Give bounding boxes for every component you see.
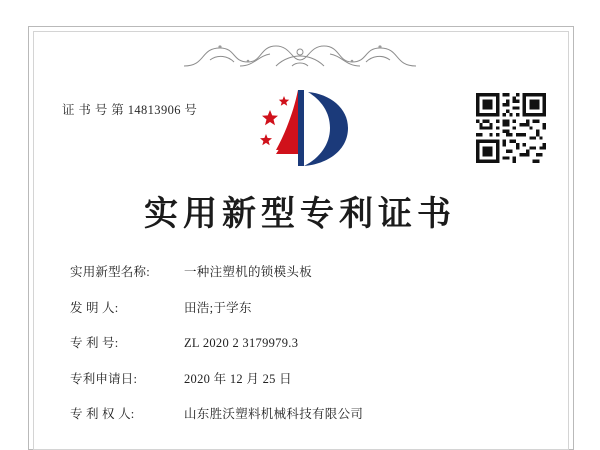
field-label-inventor: 发 明 人: — [70, 300, 119, 315]
field-value-patent-number: ZL 2020 2 3179979.3 — [184, 336, 299, 350]
field-label-patent-number: 专 利 号: — [70, 336, 119, 350]
field-label-patentee: 专 利 权 人: — [70, 407, 135, 421]
field-inventor — [70, 298, 540, 316]
cnipa-logo-icon — [258, 88, 354, 168]
ornament-flourish-icon — [180, 36, 420, 70]
field-patentee — [70, 404, 540, 422]
field-label-application-date: 专利申请日: — [70, 371, 138, 386]
page-title: 实用新型专利证书 — [144, 196, 456, 233]
field-value-utility-model-name: 一种注塑机的锁模头板 — [184, 265, 313, 279]
field-value-application-date: 2020 年 12 月 25 日 — [184, 371, 292, 386]
field-patent-number — [70, 333, 540, 351]
qr-code-icon — [476, 93, 546, 163]
field-value-patentee: 山东胜沃塑料机械科技有限公司 — [184, 407, 364, 421]
field-utility-model-name — [70, 262, 540, 280]
certificate-number: 证 书 号 第 14813906 号 — [62, 103, 198, 117]
field-value-inventor: 田浩;于学东 — [184, 300, 252, 315]
field-label-utility-model-name: 实用新型名称: — [70, 265, 150, 279]
field-application-date — [70, 369, 540, 387]
fields-list — [70, 262, 540, 440]
